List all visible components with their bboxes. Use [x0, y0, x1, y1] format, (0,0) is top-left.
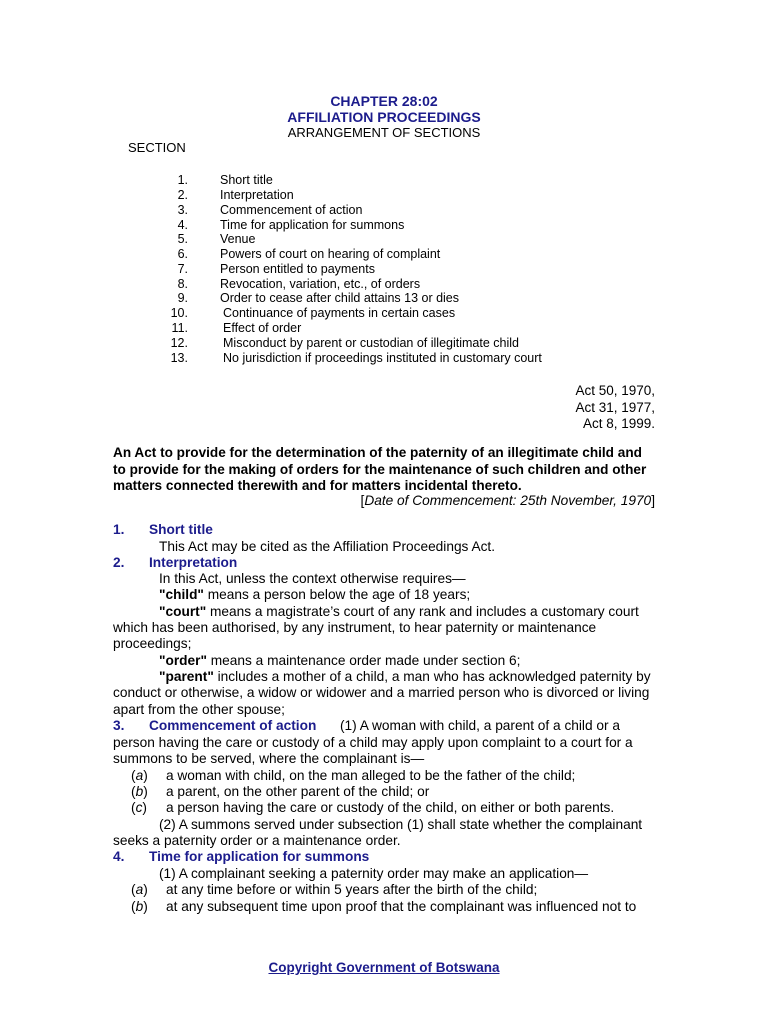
toc-item — [0, 336, 768, 351]
section-3-number: 3. — [113, 718, 125, 733]
toc-title: Commencement of action — [220, 203, 363, 217]
toc-title: No jurisdiction if proceedings instituted in customary court — [223, 351, 542, 365]
definition-parent-cont: conduct or otherwise, a widow or widower and a married person who is divorced or living — [113, 685, 650, 700]
toc-title: Interpretation — [220, 188, 294, 202]
toc-number: 13. — [170, 351, 188, 365]
toc-item — [0, 277, 768, 292]
toc-item — [0, 306, 768, 321]
definition-order: "order" means a maintenance order made under section 6; — [159, 653, 521, 668]
paragraph-label: (a) — [131, 882, 148, 897]
toc-number: 1. — [177, 173, 188, 187]
section-3-subsection: seeks a paternity order or a maintenance order. — [113, 833, 401, 848]
toc-title: Person entitled to payments — [220, 262, 375, 276]
act-reference: Act 8, 1999. — [582, 416, 655, 431]
paragraph-text: a person having the care or custody of the child, on either or both parents. — [166, 800, 615, 815]
section-2-number: 2. — [113, 555, 125, 570]
paragraph-label: (b) — [131, 784, 148, 799]
toc-title: Powers of court on hearing of complaint — [220, 247, 441, 261]
toc-item — [0, 247, 768, 262]
toc-number: 2. — [177, 188, 188, 202]
toc-number: 4. — [177, 218, 188, 232]
toc-number: 10. — [170, 306, 188, 320]
paragraph-label: (c) — [131, 800, 147, 815]
paragraph-text: at any subsequent time upon proof that the complainant was influenced not to — [166, 899, 637, 914]
definition-court-cont: proceedings; — [113, 636, 192, 651]
toc-title: Short title — [220, 173, 273, 187]
arrangement-heading: ARRANGEMENT OF SECTIONS — [287, 125, 481, 140]
toc-number: 3. — [177, 203, 188, 217]
chapter-number: CHAPTER 28:02 — [330, 93, 438, 109]
toc-title: Order to cease after child attains 13 or dies — [220, 291, 460, 305]
act-references — [575, 383, 655, 433]
toc-number: 8. — [177, 277, 188, 291]
copyright-link[interactable]: Copyright Government of Botswana — [268, 960, 500, 975]
paragraph-text: at any time before or within 5 years after the birth of the child; — [166, 882, 538, 897]
section-3-text: person having the care or custody of a child may apply upon complaint to a court for a — [113, 735, 633, 750]
toc-item — [0, 291, 768, 306]
definition-parent-cont: apart from the other spouse; — [113, 702, 285, 717]
toc-title: Misconduct by parent or custodian of illegitimate child — [223, 336, 519, 350]
paragraph-text: a woman with child, on the man alleged to be the father of the child; — [166, 768, 576, 783]
toc-item — [0, 351, 768, 366]
toc-number: 12. — [170, 336, 188, 350]
section-1-text: This Act may be cited as the Affiliation Proceedings Act. — [159, 539, 496, 554]
toc-item — [0, 232, 768, 247]
section-1-heading: Short title — [149, 522, 213, 537]
section-2-intro: In this Act, unless the context otherwise requires— — [159, 571, 466, 586]
chapter-title: AFFILIATION PROCEEDINGS — [287, 109, 481, 125]
section-4-number: 4. — [113, 849, 125, 864]
paragraph-label: (b) — [131, 899, 148, 914]
paragraph-label: (a) — [131, 768, 148, 783]
section-1-number: 1. — [113, 522, 125, 537]
toc-number: 5. — [177, 232, 188, 246]
toc-title: Revocation, variation, etc., of orders — [220, 277, 421, 291]
commencement-date: [Date of Commencement: 25th November, 1970] — [360, 493, 655, 508]
toc-title: Time for application for summons — [220, 218, 405, 232]
act-reference: Act 50, 1970, — [575, 383, 655, 398]
toc-title: Continuance of payments in certain cases — [223, 306, 456, 320]
toc-number: 9. — [177, 291, 188, 305]
toc-title: Effect of order — [223, 321, 302, 335]
section-4-text: (1) A complainant seeking a paternity order may make an application— — [159, 866, 589, 881]
definition-court-cont: which has been authorised, by any instrument, to hear paternity or maintenance — [113, 620, 597, 635]
section-3-text: (1) A woman with child, a parent of a child or a — [340, 718, 620, 733]
section-3-subsection: (2) A summons served under subsection (1) shall state whether the complainant — [159, 817, 643, 832]
definition-parent: "parent" includes a mother of a child, a man who has acknowledged paternity by — [159, 669, 651, 684]
definition-court: "court" means a magistrate’s court of any rank and includes a customary court — [159, 604, 639, 619]
toc-item — [0, 218, 768, 233]
section-2-heading: Interpretation — [149, 555, 238, 570]
toc-number: 6. — [177, 247, 188, 261]
long-title: An Act to provide for the determination of the paternity of an illegitimate child and to provide for the making of orders for the maintenance of such children and other matters connected therewith and for matters incidental thereto. — [113, 445, 647, 493]
section-label: SECTION — [128, 140, 186, 155]
toc-number: 11. — [171, 321, 188, 335]
definition-child: "child" means a person below the age of 18 years; — [159, 587, 471, 602]
section-3-heading: Commencement of action — [149, 718, 317, 733]
toc-item — [0, 321, 768, 336]
toc-item — [0, 173, 768, 188]
section-3-text: summons to be served, where the complainant is— — [113, 751, 425, 766]
toc-number: 7. — [177, 262, 188, 276]
toc-item — [0, 188, 768, 203]
toc-title: Venue — [220, 232, 256, 246]
act-reference: Act 31, 1977, — [575, 399, 655, 415]
section-4-heading: Time for application for summons — [149, 849, 370, 864]
toc-item — [0, 262, 768, 277]
toc-item — [0, 203, 768, 218]
paragraph-text: a parent, on the other parent of the child; or — [166, 784, 430, 799]
